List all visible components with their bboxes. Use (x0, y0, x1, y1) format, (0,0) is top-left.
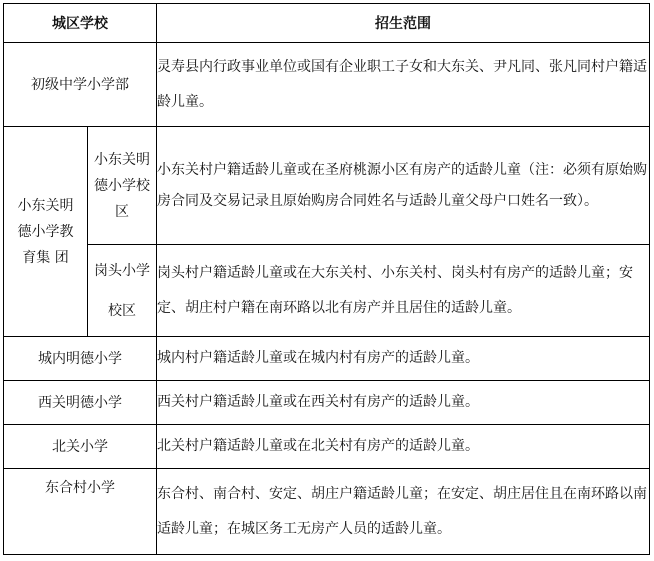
header-row (4, 4, 650, 43)
header-school: 城区学校 (4, 4, 157, 43)
enrollment-scope: 北关村户籍适龄儿童或在北关村有房产的适龄儿童。 (157, 425, 650, 469)
school-name: 西关明德小学 (4, 381, 157, 425)
enrollment-scope: 东合村、南合村、安定、胡庄户籍适龄儿童；在安定、胡庄居住且在南环路以南适龄儿童；在城区务工无房产人员的适龄儿童。 (157, 469, 650, 555)
school-name: 初级中学小学部 (4, 43, 157, 127)
table-row (4, 43, 650, 127)
school-name: 东合村小学 (4, 469, 157, 555)
enrollment-scope: 小东关村户籍适龄儿童或在圣府桃源小区有房产的适龄儿童（注：必须有原始购房合同及交易记录且原始购房合同姓名与适龄儿童父母户口姓名一致）。 (157, 127, 650, 245)
school-name: 城内明德小学 (4, 337, 157, 381)
group-name: 小东关明德小学教育集 团 (4, 127, 88, 337)
sub-school-name: 岗头小学校区 (88, 245, 157, 337)
table-row (4, 245, 650, 337)
enrollment-scope: 灵寿县内行政事业单位或国有企业职工子女和大东关、尹凡同、张凡同村户籍适龄儿童。 (157, 43, 650, 127)
school-name: 北关小学 (4, 425, 157, 469)
table-row (4, 469, 650, 555)
enrollment-scope: 城内村户籍适龄儿童或在城内村有房产的适龄儿童。 (157, 337, 650, 381)
table-row (4, 381, 650, 425)
enrollment-table (3, 3, 650, 555)
table-row (4, 337, 650, 381)
enrollment-scope: 岗头村户籍适龄儿童或在大东关村、小东关村、岗头村有房产的适龄儿童；安定、胡庄村户籍在南环路以北有房产并且居住的适龄儿童。 (157, 245, 650, 337)
table-row (4, 425, 650, 469)
enrollment-scope: 西关村户籍适龄儿童或在西关村有房产的适龄儿童。 (157, 381, 650, 425)
header-scope: 招生范围 (157, 4, 650, 43)
sub-school-name: 小东关明德小学校区 (88, 127, 157, 245)
table-row (4, 127, 650, 245)
